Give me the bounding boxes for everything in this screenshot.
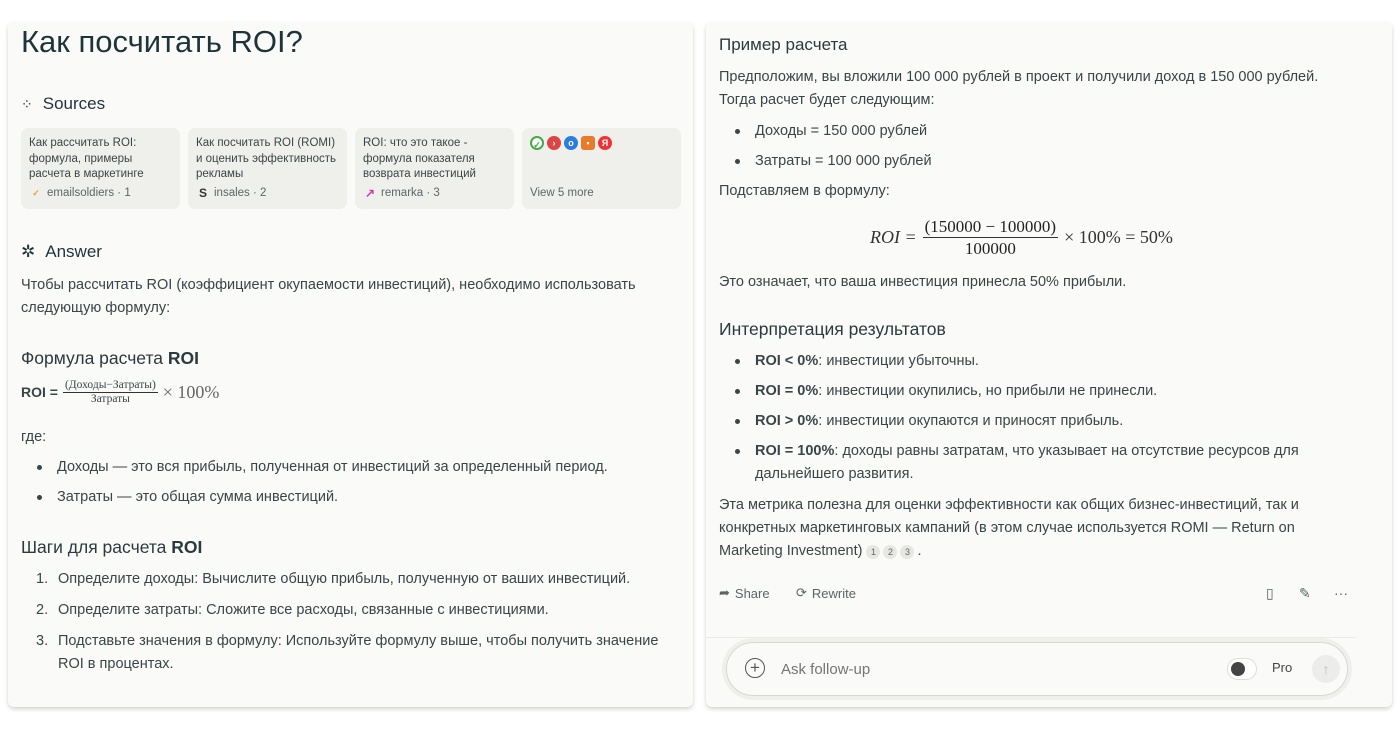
list-item: Затраты — это общая сумма инвестиций. bbox=[21, 486, 608, 509]
definitions-list bbox=[21, 456, 608, 516]
list-item: 3. Подставьте значения в формулу: Используйте формулу выше, чтобы получить значение ROI в процентах. bbox=[36, 633, 659, 672]
share-button[interactable]: ➦ Share bbox=[719, 585, 770, 601]
interpretation-list bbox=[719, 350, 1359, 493]
source-card[interactable]: Как рассчитать ROI: формула, примеры расчета в маркетинге ✓ emailsoldiers · 1 bbox=[21, 128, 180, 209]
citation-3[interactable]: 3 bbox=[900, 545, 914, 559]
citation-2[interactable]: 2 bbox=[883, 545, 897, 559]
meaning-text: Это означает, что ваша инвестиция принесла 50% прибыли. bbox=[719, 274, 1127, 290]
list-item: ROI < 0%: инвестиции убыточны. bbox=[719, 350, 1359, 373]
edit-button[interactable] bbox=[1299, 585, 1311, 602]
share-icon: ➦ bbox=[719, 585, 730, 600]
sources-list bbox=[21, 128, 681, 209]
list-item: Доходы — это вся прибыль, полученная от инвестиций за определенный период. bbox=[21, 456, 608, 479]
answer-icon: ✲ bbox=[21, 242, 36, 261]
site-icon: › bbox=[547, 136, 561, 150]
source-card[interactable]: Как посчитать ROI (ROMI) и оценить эффективность рекламы S insales · 2 bbox=[188, 128, 347, 209]
answer-heading: ✲ Answer bbox=[21, 242, 102, 261]
more-icon: ··· bbox=[1334, 585, 1348, 601]
list-item: Доходы = 150 000 рублей bbox=[719, 120, 932, 143]
yandex-icon: Я bbox=[598, 136, 612, 150]
clipboard-icon: ▯ bbox=[1266, 585, 1274, 601]
site-icon: ✓ bbox=[530, 136, 544, 150]
insales-icon: S bbox=[198, 186, 207, 201]
list-item: ROI = 0%: инвестиции окупились, но прибыли не принесли. bbox=[719, 380, 1359, 403]
example-list bbox=[719, 120, 932, 180]
list-item: Затраты = 100 000 рублей bbox=[719, 150, 932, 173]
intro-text: Чтобы рассчитать ROI (коэффициент окупаемости инвестиций), необходимо использовать следующую формулу: bbox=[21, 277, 636, 316]
example-heading: Пример расчета bbox=[719, 35, 848, 54]
formula-heading: Формула расчета ROI bbox=[21, 348, 199, 368]
remarka-icon: ↗ bbox=[364, 186, 376, 201]
list-item: ROI = 100%: доходы равны затратам, что указывает на отсутствие ресурсов для дальнейшего развития. bbox=[719, 440, 1359, 486]
list-item: 2. Определите затраты: Сложите все расходы, связанные с инвестициями. bbox=[36, 602, 549, 618]
question-panel bbox=[8, 22, 693, 707]
example-formula: ROI = $\frac{(150000 - 100000)}{100000}$ × 100% = 50% bbox=[870, 217, 1173, 258]
steps-list bbox=[21, 568, 671, 684]
interpretation-heading: Интерпретация результатов bbox=[719, 319, 946, 339]
source-card[interactable]: ROI: что это такое - формула показателя возврата инвестиций ↗ remarka · 3 bbox=[355, 128, 514, 209]
emailsoldiers-icon: ✓ bbox=[32, 188, 40, 199]
closing-text: Эта метрика полезна для оценки эффективности как общих бизнес-инвестиций, так и конкретных маркетинговых кампаний (в этом случае используется ROMI — Return on Marketing Investment) 1 2 3 . bbox=[719, 497, 1299, 559]
sources-icon: ⁘ bbox=[21, 95, 33, 112]
substitute-text: Подставляем в формулу: bbox=[719, 183, 890, 199]
list-item: 1. Определите доходы: Вычислите общую прибыль, полученную от ваших инвестиций. bbox=[36, 571, 631, 587]
steps-heading: Шаги для расчета ROI bbox=[21, 537, 203, 557]
edit-icon: ✎ bbox=[1299, 585, 1311, 601]
citation-1[interactable]: 1 bbox=[866, 545, 880, 559]
submit-button[interactable]: ↑ bbox=[1312, 655, 1340, 683]
view-more-card[interactable]: ✓ › o ▪ Я View 5 more bbox=[522, 128, 681, 209]
roi-formula: ROI = $\frac{\text{(Доходы−Затраты)}}{\text{Затраты}}$ × 100% bbox=[21, 379, 220, 405]
follow-up-input[interactable] bbox=[781, 657, 1161, 681]
example-text: Предположим, вы вложили 100 000 рублей в проект и получили доход в 150 000 рублей. Тогда расчет будет следующим: bbox=[719, 69, 1319, 108]
answer-panel bbox=[706, 22, 1392, 707]
page-title: Как посчитать ROI? bbox=[21, 24, 303, 59]
pro-toggle[interactable] bbox=[1227, 658, 1257, 680]
add-icon[interactable]: + bbox=[745, 658, 765, 678]
site-icon: o bbox=[564, 136, 578, 150]
pro-label: Pro bbox=[1272, 660, 1293, 675]
copy-button[interactable] bbox=[1266, 585, 1274, 602]
rewrite-button[interactable]: ⟳ Rewrite bbox=[796, 585, 856, 601]
where-label: где: bbox=[21, 429, 47, 445]
sources-heading: ⁘ Sources bbox=[21, 94, 106, 113]
site-icon: ▪ bbox=[581, 136, 595, 150]
follow-up-box bbox=[726, 642, 1348, 696]
rewrite-icon: ⟳ bbox=[796, 585, 807, 600]
more-button[interactable] bbox=[1334, 585, 1348, 601]
list-item: ROI > 0%: инвестиции окупаются и приносят прибыль. bbox=[719, 410, 1359, 433]
